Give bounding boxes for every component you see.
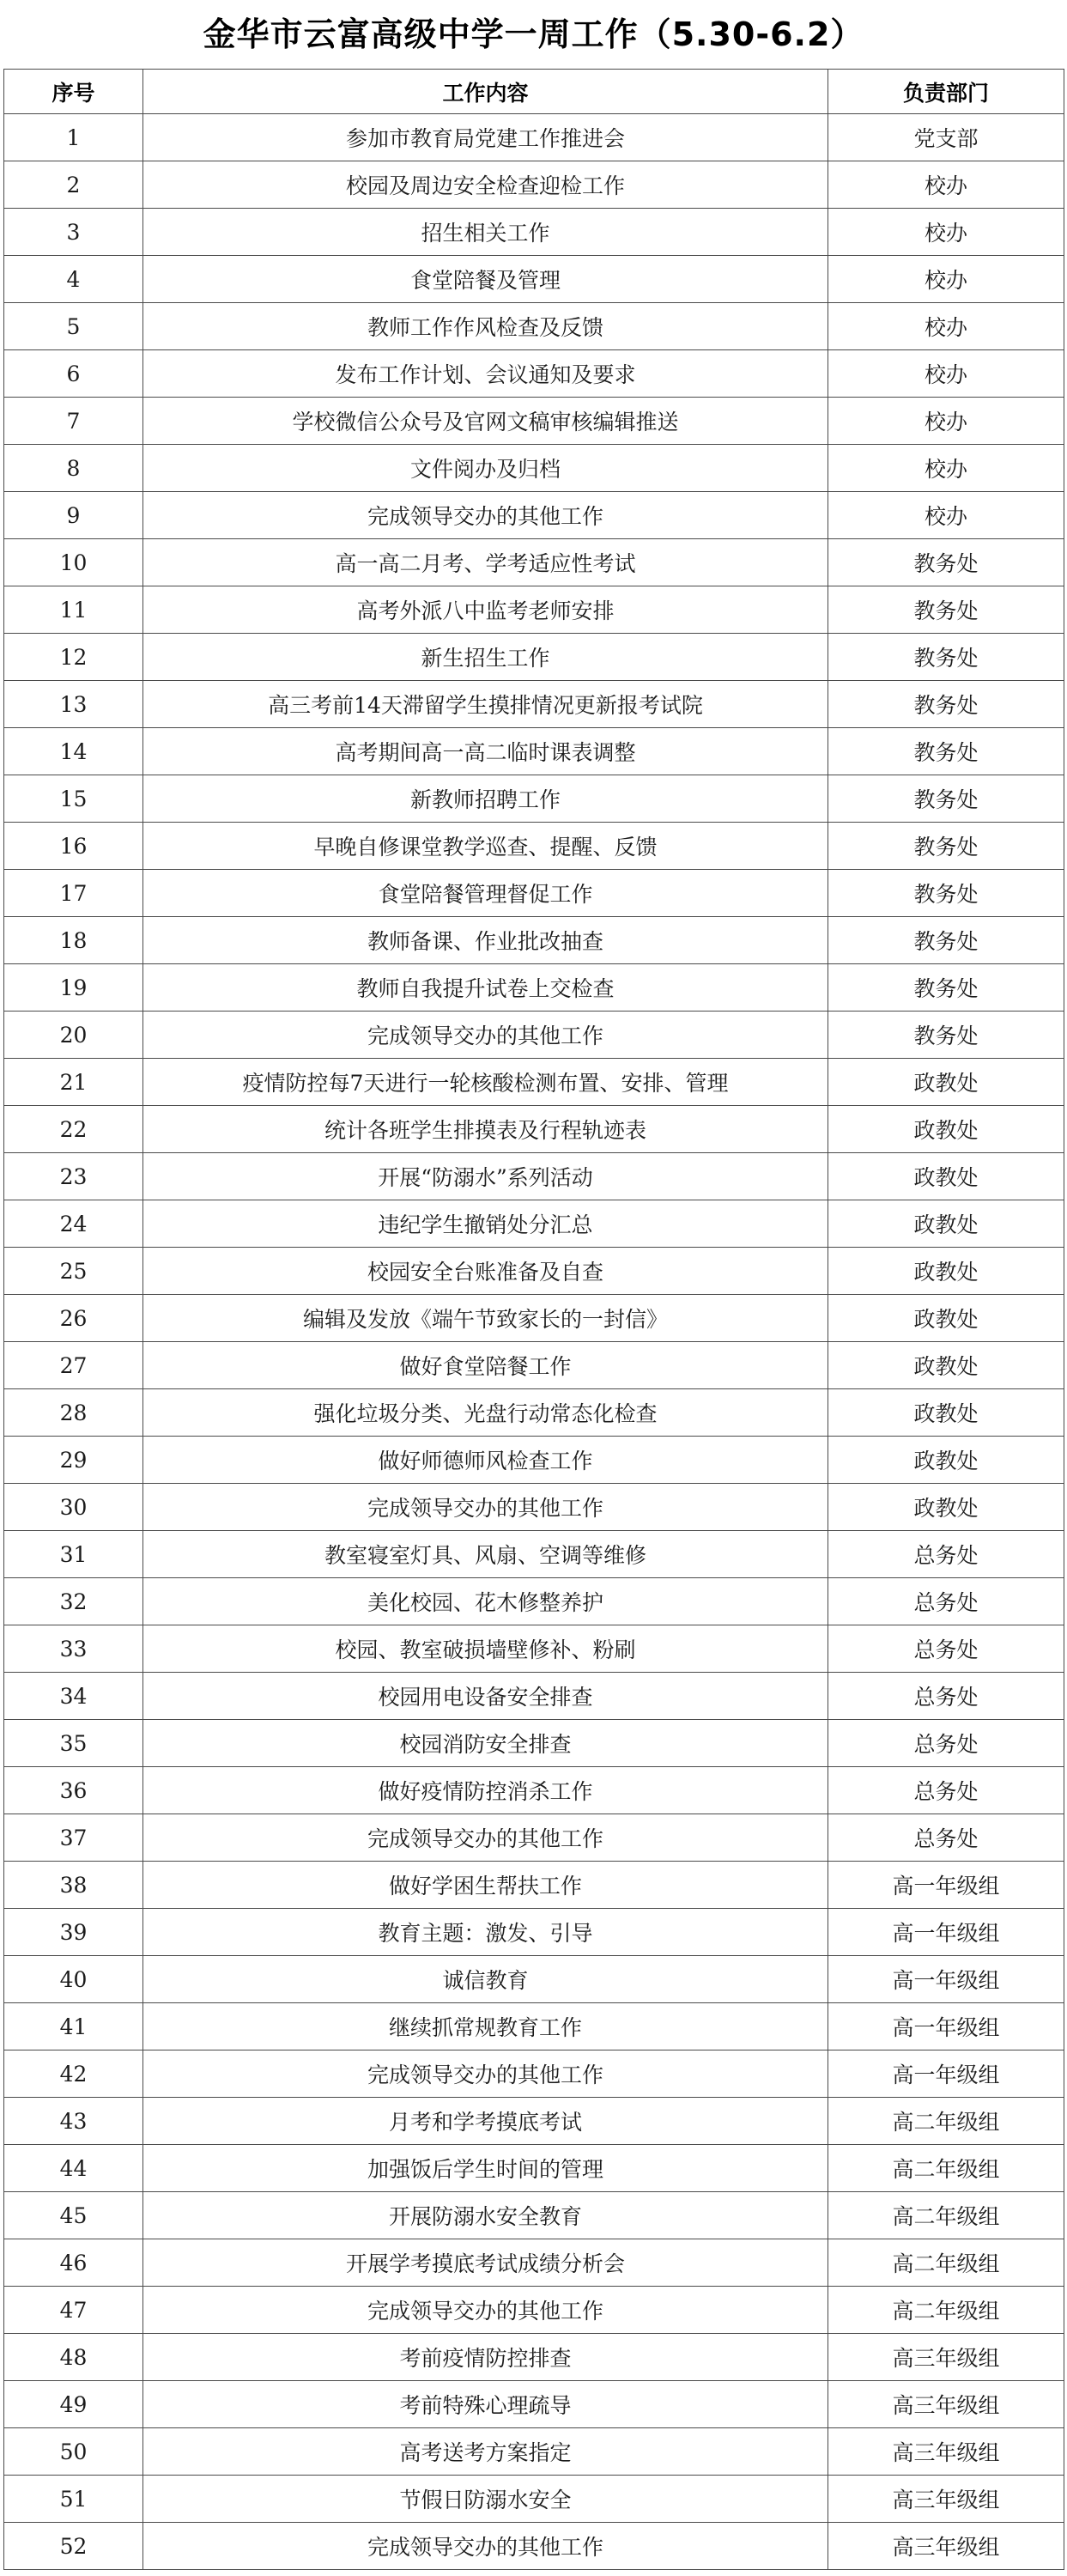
row-index-cell: 36 — [4, 1767, 143, 1814]
row-work-content-cell: 完成领导交办的其他工作 — [143, 2287, 828, 2334]
row-work-content-cell: 高考期间高一高二临时课表调整 — [143, 728, 828, 775]
table-row — [4, 161, 1064, 209]
row-work-content-cell: 开展学考摸底考试成绩分析会 — [143, 2239, 828, 2287]
row-department-cell: 高三年级组 — [828, 2523, 1064, 2570]
row-department-cell: 政教处 — [828, 1200, 1064, 1248]
row-work-content-cell: 教师工作作风检查及反馈 — [143, 303, 828, 350]
row-work-content-cell: 早晚自修课堂教学巡查、提醒、反馈 — [143, 823, 828, 870]
row-department-cell: 政教处 — [828, 1106, 1064, 1153]
row-work-content-cell: 参加市教育局党建工作推进会 — [143, 114, 828, 161]
row-index-cell: 13 — [4, 681, 143, 728]
row-department-cell: 党支部 — [828, 114, 1064, 161]
table-row — [4, 1531, 1064, 1578]
row-index-cell: 38 — [4, 1862, 143, 1909]
row-department-cell: 教务处 — [828, 539, 1064, 586]
table-row — [4, 1578, 1064, 1625]
table-row — [4, 2476, 1064, 2523]
row-index-cell: 33 — [4, 1625, 143, 1673]
row-index-cell: 39 — [4, 1909, 143, 1956]
table-row — [4, 1295, 1064, 1342]
table-row — [4, 2192, 1064, 2239]
table-row — [4, 256, 1064, 303]
table-row — [4, 1437, 1064, 1484]
table-row — [4, 2003, 1064, 2050]
table-row — [4, 1814, 1064, 1862]
table-row — [4, 539, 1064, 586]
table-row — [4, 1059, 1064, 1106]
row-index-cell: 10 — [4, 539, 143, 586]
row-index-cell: 25 — [4, 1248, 143, 1295]
row-index-cell: 49 — [4, 2381, 143, 2428]
row-work-content-cell: 完成领导交办的其他工作 — [143, 1484, 828, 1531]
table-row — [4, 1767, 1064, 1814]
row-department-cell: 政教处 — [828, 1295, 1064, 1342]
table-row — [4, 2098, 1064, 2145]
row-index-cell: 1 — [4, 114, 143, 161]
table-row — [4, 1484, 1064, 1531]
row-index-cell: 52 — [4, 2523, 143, 2570]
row-department-cell: 总务处 — [828, 1720, 1064, 1767]
row-work-content-cell: 发布工作计划、会议通知及要求 — [143, 350, 828, 398]
row-department-cell: 高一年级组 — [828, 2003, 1064, 2050]
row-department-cell: 政教处 — [828, 1342, 1064, 1389]
table-row — [4, 1909, 1064, 1956]
row-index-cell: 37 — [4, 1814, 143, 1862]
row-department-cell: 校办 — [828, 209, 1064, 256]
row-index-cell: 14 — [4, 728, 143, 775]
row-department-cell: 教务处 — [828, 634, 1064, 681]
row-work-content-cell: 完成领导交办的其他工作 — [143, 1814, 828, 1862]
row-work-content-cell: 高三考前14天滞留学生摸排情况更新报考试院 — [143, 681, 828, 728]
column-header-index: 序号 — [4, 70, 143, 114]
row-work-content-cell: 新教师招聘工作 — [143, 775, 828, 823]
row-index-cell: 24 — [4, 1200, 143, 1248]
table-row — [4, 2145, 1064, 2192]
table-row — [4, 398, 1064, 445]
table-row — [4, 2050, 1064, 2098]
row-index-cell: 40 — [4, 1956, 143, 2003]
table-row — [4, 209, 1064, 256]
table-row — [4, 634, 1064, 681]
row-department-cell: 总务处 — [828, 1673, 1064, 1720]
row-department-cell: 总务处 — [828, 1625, 1064, 1673]
row-index-cell: 28 — [4, 1389, 143, 1437]
row-work-content-cell: 校园安全台账准备及自查 — [143, 1248, 828, 1295]
table-row — [4, 2523, 1064, 2570]
row-work-content-cell: 完成领导交办的其他工作 — [143, 1012, 828, 1059]
row-work-content-cell: 高考送考方案指定 — [143, 2428, 828, 2476]
table-row — [4, 1153, 1064, 1200]
row-work-content-cell: 编辑及发放《端午节致家长的一封信》 — [143, 1295, 828, 1342]
row-index-cell: 2 — [4, 161, 143, 209]
row-department-cell: 校办 — [828, 256, 1064, 303]
row-department-cell: 高三年级组 — [828, 2428, 1064, 2476]
row-work-content-cell: 强化垃圾分类、光盘行动常态化检查 — [143, 1389, 828, 1437]
row-index-cell: 51 — [4, 2476, 143, 2523]
row-department-cell: 高三年级组 — [828, 2334, 1064, 2381]
row-department-cell: 教务处 — [828, 728, 1064, 775]
document-title: 金华市云富高级中学一周工作（5.30-6.2） — [203, 15, 864, 53]
row-index-cell: 3 — [4, 209, 143, 256]
row-index-cell: 18 — [4, 917, 143, 964]
table-row — [4, 1862, 1064, 1909]
row-department-cell: 校办 — [828, 445, 1064, 492]
row-department-cell: 高二年级组 — [828, 2239, 1064, 2287]
row-department-cell: 教务处 — [828, 681, 1064, 728]
row-work-content-cell: 教育主题：激发、引导 — [143, 1909, 828, 1956]
column-header-department: 负责部门 — [828, 70, 1064, 114]
row-work-content-cell: 文件阅办及归档 — [143, 445, 828, 492]
row-department-cell: 高一年级组 — [828, 1956, 1064, 2003]
table-row — [4, 2239, 1064, 2287]
row-index-cell: 31 — [4, 1531, 143, 1578]
row-work-content-cell: 招生相关工作 — [143, 209, 828, 256]
row-department-cell: 政教处 — [828, 1059, 1064, 1106]
row-department-cell: 高一年级组 — [828, 2050, 1064, 2098]
row-work-content-cell: 统计各班学生排摸表及行程轨迹表 — [143, 1106, 828, 1153]
row-work-content-cell: 校园消防安全排查 — [143, 1720, 828, 1767]
row-department-cell: 校办 — [828, 350, 1064, 398]
row-work-content-cell: 校园用电设备安全排查 — [143, 1673, 828, 1720]
table-row — [4, 1956, 1064, 2003]
row-work-content-cell: 考前特殊心理疏导 — [143, 2381, 828, 2428]
row-index-cell: 9 — [4, 492, 143, 539]
row-index-cell: 50 — [4, 2428, 143, 2476]
row-department-cell: 教务处 — [828, 775, 1064, 823]
row-work-content-cell: 教室寝室灯具、风扇、空调等维修 — [143, 1531, 828, 1578]
table-row — [4, 586, 1064, 634]
work-schedule-table — [3, 69, 1064, 2570]
row-work-content-cell: 考前疫情防控排查 — [143, 2334, 828, 2381]
table-row — [4, 823, 1064, 870]
row-index-cell: 11 — [4, 586, 143, 634]
row-index-cell: 26 — [4, 1295, 143, 1342]
row-work-content-cell: 做好食堂陪餐工作 — [143, 1342, 828, 1389]
row-work-content-cell: 校园、教室破损墙壁修补、粉刷 — [143, 1625, 828, 1673]
row-department-cell: 政教处 — [828, 1484, 1064, 1531]
table-row — [4, 917, 1064, 964]
row-department-cell: 教务处 — [828, 964, 1064, 1012]
table-row — [4, 1342, 1064, 1389]
row-index-cell: 19 — [4, 964, 143, 1012]
row-work-content-cell: 开展“防溺水”系列活动 — [143, 1153, 828, 1200]
row-department-cell: 总务处 — [828, 1578, 1064, 1625]
table-row — [4, 870, 1064, 917]
row-index-cell: 23 — [4, 1153, 143, 1200]
table-row — [4, 445, 1064, 492]
row-department-cell: 总务处 — [828, 1767, 1064, 1814]
row-work-content-cell: 做好学困生帮扶工作 — [143, 1862, 828, 1909]
table-row — [4, 1720, 1064, 1767]
row-index-cell: 44 — [4, 2145, 143, 2192]
row-index-cell: 43 — [4, 2098, 143, 2145]
table-row — [4, 1012, 1064, 1059]
row-index-cell: 4 — [4, 256, 143, 303]
row-work-content-cell: 做好师德师风检查工作 — [143, 1437, 828, 1484]
table-row — [4, 1673, 1064, 1720]
row-department-cell: 教务处 — [828, 823, 1064, 870]
row-department-cell: 高三年级组 — [828, 2381, 1064, 2428]
row-department-cell: 政教处 — [828, 1437, 1064, 1484]
row-work-content-cell: 高考外派八中监考老师安排 — [143, 586, 828, 634]
table-row — [4, 728, 1064, 775]
table-header-row — [4, 70, 1064, 114]
row-index-cell: 22 — [4, 1106, 143, 1153]
table-row — [4, 1200, 1064, 1248]
row-index-cell: 27 — [4, 1342, 143, 1389]
row-department-cell: 校办 — [828, 303, 1064, 350]
table-row — [4, 2334, 1064, 2381]
row-work-content-cell: 美化校园、花木修整养护 — [143, 1578, 828, 1625]
table-row — [4, 2381, 1064, 2428]
row-department-cell: 政教处 — [828, 1389, 1064, 1437]
row-index-cell: 34 — [4, 1673, 143, 1720]
row-index-cell: 8 — [4, 445, 143, 492]
row-department-cell: 教务处 — [828, 1012, 1064, 1059]
row-department-cell: 校办 — [828, 161, 1064, 209]
row-work-content-cell: 做好疫情防控消杀工作 — [143, 1767, 828, 1814]
row-index-cell: 16 — [4, 823, 143, 870]
row-index-cell: 30 — [4, 1484, 143, 1531]
row-index-cell: 42 — [4, 2050, 143, 2098]
table-row — [4, 964, 1064, 1012]
row-index-cell: 12 — [4, 634, 143, 681]
row-index-cell: 20 — [4, 1012, 143, 1059]
table-row — [4, 2428, 1064, 2476]
table-row — [4, 114, 1064, 161]
row-department-cell: 高一年级组 — [828, 1909, 1064, 1956]
row-department-cell: 总务处 — [828, 1531, 1064, 1578]
row-work-content-cell: 食堂陪餐及管理 — [143, 256, 828, 303]
table-row — [4, 2287, 1064, 2334]
row-department-cell: 政教处 — [828, 1153, 1064, 1200]
row-work-content-cell: 高一高二月考、学考适应性考试 — [143, 539, 828, 586]
row-index-cell: 32 — [4, 1578, 143, 1625]
row-department-cell: 校办 — [828, 398, 1064, 445]
row-department-cell: 高二年级组 — [828, 2098, 1064, 2145]
row-work-content-cell: 月考和学考摸底考试 — [143, 2098, 828, 2145]
row-work-content-cell: 食堂陪餐管理督促工作 — [143, 870, 828, 917]
row-work-content-cell: 完成领导交办的其他工作 — [143, 2050, 828, 2098]
row-department-cell: 教务处 — [828, 586, 1064, 634]
column-header-work-content: 工作内容 — [143, 70, 828, 114]
row-index-cell: 5 — [4, 303, 143, 350]
table-row — [4, 681, 1064, 728]
row-index-cell: 45 — [4, 2192, 143, 2239]
row-index-cell: 35 — [4, 1720, 143, 1767]
row-work-content-cell: 诚信教育 — [143, 1956, 828, 2003]
row-index-cell: 29 — [4, 1437, 143, 1484]
row-department-cell: 高三年级组 — [828, 2476, 1064, 2523]
row-work-content-cell: 节假日防溺水安全 — [143, 2476, 828, 2523]
row-index-cell: 21 — [4, 1059, 143, 1106]
row-work-content-cell: 完成领导交办的其他工作 — [143, 2523, 828, 2570]
table-row — [4, 1625, 1064, 1673]
row-department-cell: 高二年级组 — [828, 2145, 1064, 2192]
row-work-content-cell: 校园及周边安全检查迎检工作 — [143, 161, 828, 209]
row-work-content-cell: 继续抓常规教育工作 — [143, 2003, 828, 2050]
row-index-cell: 41 — [4, 2003, 143, 2050]
table-row — [4, 350, 1064, 398]
row-index-cell: 47 — [4, 2287, 143, 2334]
row-work-content-cell: 违纪学生撤销处分汇总 — [143, 1200, 828, 1248]
row-index-cell: 48 — [4, 2334, 143, 2381]
row-work-content-cell: 加强饭后学生时间的管理 — [143, 2145, 828, 2192]
table-row — [4, 492, 1064, 539]
row-department-cell: 高二年级组 — [828, 2192, 1064, 2239]
table-row — [4, 775, 1064, 823]
row-work-content-cell: 新生招生工作 — [143, 634, 828, 681]
table-row — [4, 1389, 1064, 1437]
row-work-content-cell: 完成领导交办的其他工作 — [143, 492, 828, 539]
row-index-cell: 17 — [4, 870, 143, 917]
row-department-cell: 教务处 — [828, 917, 1064, 964]
row-index-cell: 46 — [4, 2239, 143, 2287]
table-row — [4, 1248, 1064, 1295]
row-department-cell: 教务处 — [828, 870, 1064, 917]
row-department-cell: 高二年级组 — [828, 2287, 1064, 2334]
row-department-cell: 高一年级组 — [828, 1862, 1064, 1909]
row-work-content-cell: 学校微信公众号及官网文稿审核编辑推送 — [143, 398, 828, 445]
row-index-cell: 6 — [4, 350, 143, 398]
table-body — [4, 114, 1064, 2570]
row-index-cell: 7 — [4, 398, 143, 445]
row-department-cell: 政教处 — [828, 1248, 1064, 1295]
table-row — [4, 1106, 1064, 1153]
row-work-content-cell: 开展防溺水安全教育 — [143, 2192, 828, 2239]
row-work-content-cell: 疫情防控每7天进行一轮核酸检测布置、安排、管理 — [143, 1059, 828, 1106]
row-work-content-cell: 教师自我提升试卷上交检查 — [143, 964, 828, 1012]
row-index-cell: 15 — [4, 775, 143, 823]
table-row — [4, 303, 1064, 350]
row-department-cell: 总务处 — [828, 1814, 1064, 1862]
row-work-content-cell: 教师备课、作业批改抽查 — [143, 917, 828, 964]
row-department-cell: 校办 — [828, 492, 1064, 539]
